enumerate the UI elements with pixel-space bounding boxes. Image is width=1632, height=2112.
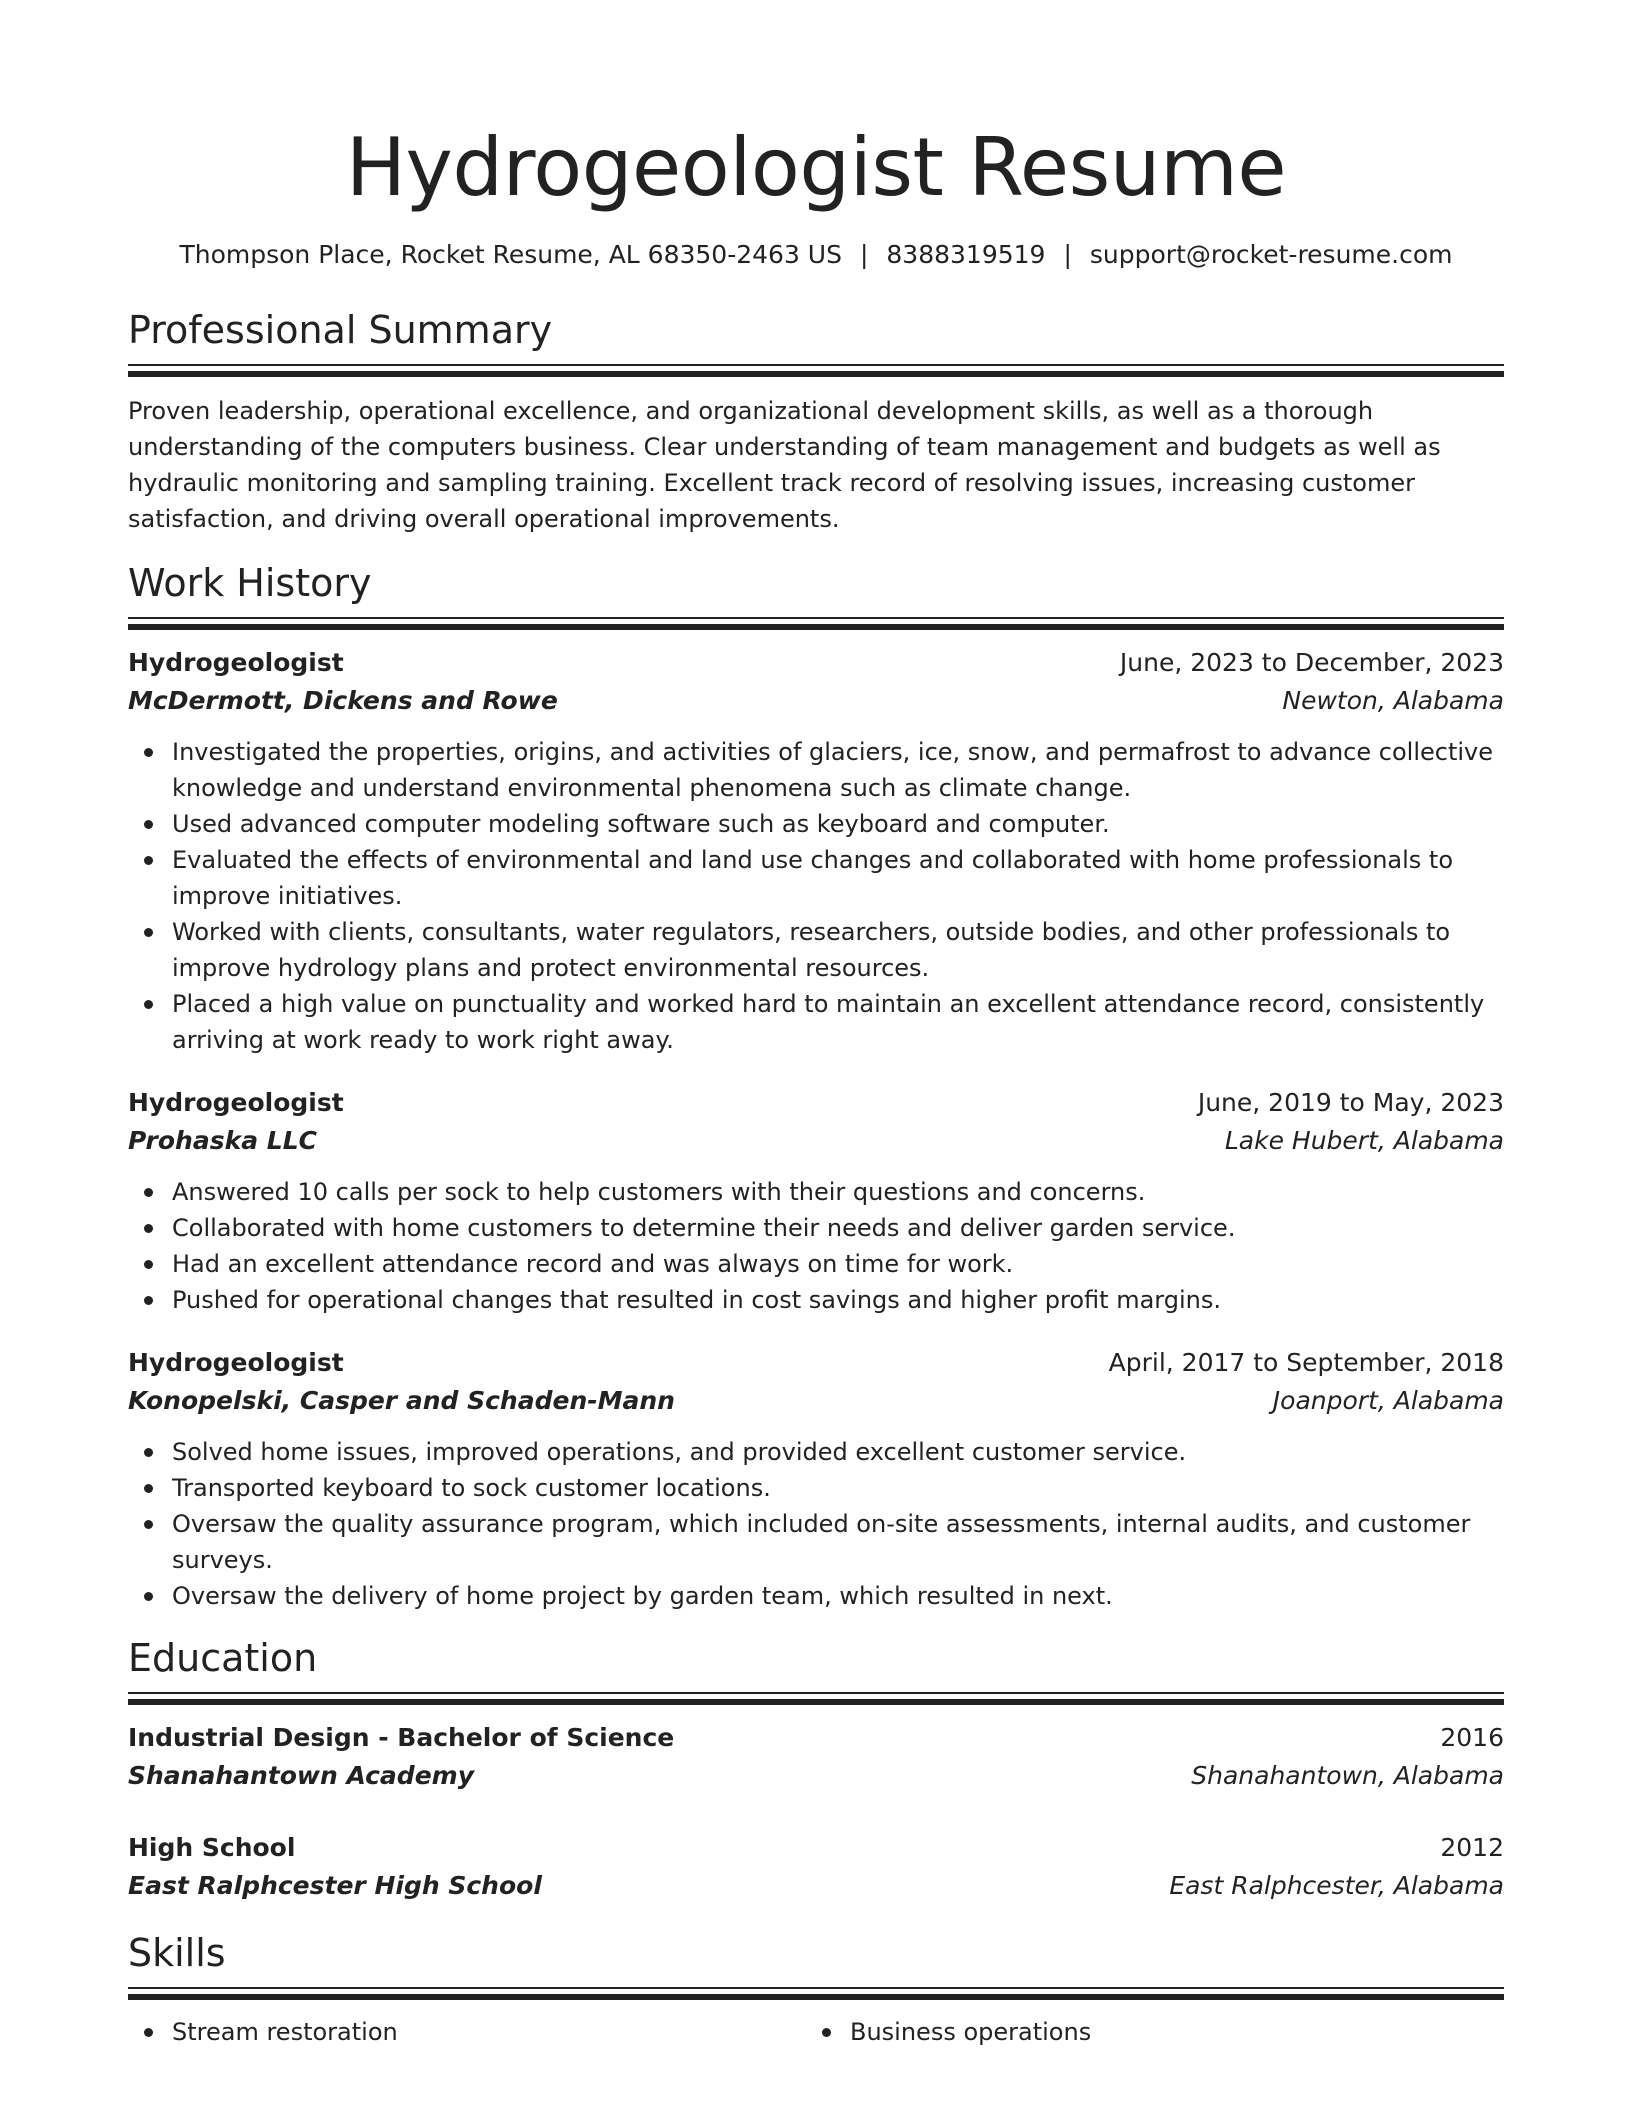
education-school: East Ralphcester High School <box>128 1871 542 1900</box>
list-item: Pushed for operational changes that resulted in cost savings and higher profit margins. <box>172 1282 1504 1318</box>
job-header-row <box>128 1344 1504 1382</box>
contact-address: Thompson Place, Rocket Resume, AL 68350-2463 US <box>179 240 842 269</box>
section-divider <box>128 1692 1504 1705</box>
education-entry <box>128 1719 1504 1795</box>
education-location: East Ralphcester, Alabama <box>1169 1871 1504 1900</box>
contact-line <box>128 238 1504 272</box>
job-bullets <box>128 1434 1504 1614</box>
contact-phone: 8388319519 <box>886 240 1046 269</box>
education-location: Shanahantown, Alabama <box>1191 1761 1504 1790</box>
education-degree: High School <box>128 1833 296 1862</box>
skills-grid <box>128 2014 1504 2050</box>
education-section <box>128 1634 1504 1905</box>
list-item: Transported keyboard to sock customer locations. <box>172 1470 1504 1506</box>
contact-separator: | <box>1063 240 1072 269</box>
list-item: Solved home issues, improved operations, and provided excellent customer service. <box>172 1434 1504 1470</box>
job-location: Newton, Alabama <box>1282 686 1504 715</box>
job-title: Hydrogeologist <box>128 648 344 677</box>
job-dates: April, 2017 to September, 2018 <box>1108 1348 1504 1377</box>
job-entry <box>128 644 1504 1058</box>
list-item: Stream restoration <box>172 2014 806 2050</box>
work-history-heading: Work History <box>128 561 372 605</box>
resume-page <box>128 0 1504 2050</box>
education-year: 2016 <box>1440 1723 1504 1752</box>
education-year: 2012 <box>1440 1833 1504 1862</box>
skills-column-left <box>128 2014 806 2050</box>
job-company-row <box>128 1382 1504 1420</box>
summary-heading: Professional Summary <box>128 308 553 352</box>
contact-separator: | <box>859 240 869 269</box>
job-company: McDermott, Dickens and Rowe <box>128 686 558 715</box>
list-item: Placed a high value on punctuality and worked hard to maintain an excellent attendance record, consistently arriving at work ready to work right away. <box>172 986 1504 1058</box>
job-location: Lake Hubert, Alabama <box>1224 1126 1504 1155</box>
job-company: Prohaska LLC <box>128 1126 318 1155</box>
job-title: Hydrogeologist <box>128 1348 344 1377</box>
list-item: Evaluated the effects of environmental and land use changes and collaborated with home professionals to improve initiatives. <box>172 842 1504 914</box>
job-header-row <box>128 644 1504 682</box>
job-company-row <box>128 682 1504 720</box>
list-item: Oversaw the delivery of home project by garden team, which resulted in next. <box>172 1578 1504 1614</box>
education-school-row <box>128 1867 1504 1905</box>
contact-email: support@rocket-resume.com <box>1089 240 1453 269</box>
section-divider <box>128 1987 1504 2000</box>
job-dates: June, 2019 to May, 2023 <box>1197 1088 1504 1117</box>
education-header-row <box>128 1719 1504 1757</box>
list-item: Investigated the properties, origins, and activities of glaciers, ice, snow, and permafrost to advance collective knowledge and understand environmental phenomena such as climate change. <box>172 734 1504 806</box>
list-item: Used advanced computer modeling software such as keyboard and computer. <box>172 806 1504 842</box>
job-entry <box>128 1084 1504 1318</box>
education-entry <box>128 1829 1504 1905</box>
list-item: Business operations <box>850 2014 1484 2050</box>
education-degree: Industrial Design - Bachelor of Science <box>128 1723 675 1752</box>
summary-section <box>128 306 1504 537</box>
list-item: Oversaw the quality assurance program, which included on-site assessments, internal audits, and customer surveys. <box>172 1506 1504 1578</box>
education-school-row <box>128 1757 1504 1795</box>
list-item: Answered 10 calls per sock to help customers with their questions and concerns. <box>172 1174 1504 1210</box>
skills-column-right <box>806 2014 1484 2050</box>
list-item: Worked with clients, consultants, water regulators, researchers, outside bodies, and other professionals to improve hydrology plans and protect environmental resources. <box>172 914 1504 986</box>
education-heading: Education <box>128 1636 318 1680</box>
skills-section <box>128 1929 1504 2050</box>
job-bullets <box>128 734 1504 1058</box>
job-title: Hydrogeologist <box>128 1088 344 1117</box>
list-item: Collaborated with home customers to determine their needs and deliver garden service. <box>172 1210 1504 1246</box>
job-entry <box>128 1344 1504 1614</box>
education-school: Shanahantown Academy <box>128 1761 474 1790</box>
job-bullets <box>128 1174 1504 1318</box>
summary-text: Proven leadership, operational excellence, and organizational development skills, as well as a thorough understanding of the computers business. Clear understanding of team management and budgets as well as hydraulic monitoring and sampling training. Excellent track record of resolving issues, increasing customer satisfaction, and driving overall operational improvements. <box>128 397 1441 533</box>
job-company-row <box>128 1122 1504 1160</box>
section-divider <box>128 617 1504 630</box>
job-company: Konopelski, Casper and Schaden-Mann <box>128 1386 675 1415</box>
job-header-row <box>128 1084 1504 1122</box>
skills-heading: Skills <box>128 1931 226 1975</box>
resume-title: Hydrogeologist Resume <box>345 121 1287 214</box>
education-header-row <box>128 1829 1504 1867</box>
section-divider <box>128 364 1504 377</box>
job-location: Joanport, Alabama <box>1272 1386 1504 1415</box>
work-history-section <box>128 559 1504 1614</box>
list-item: Had an excellent attendance record and was always on time for work. <box>172 1246 1504 1282</box>
job-dates: June, 2023 to December, 2023 <box>1119 648 1504 677</box>
